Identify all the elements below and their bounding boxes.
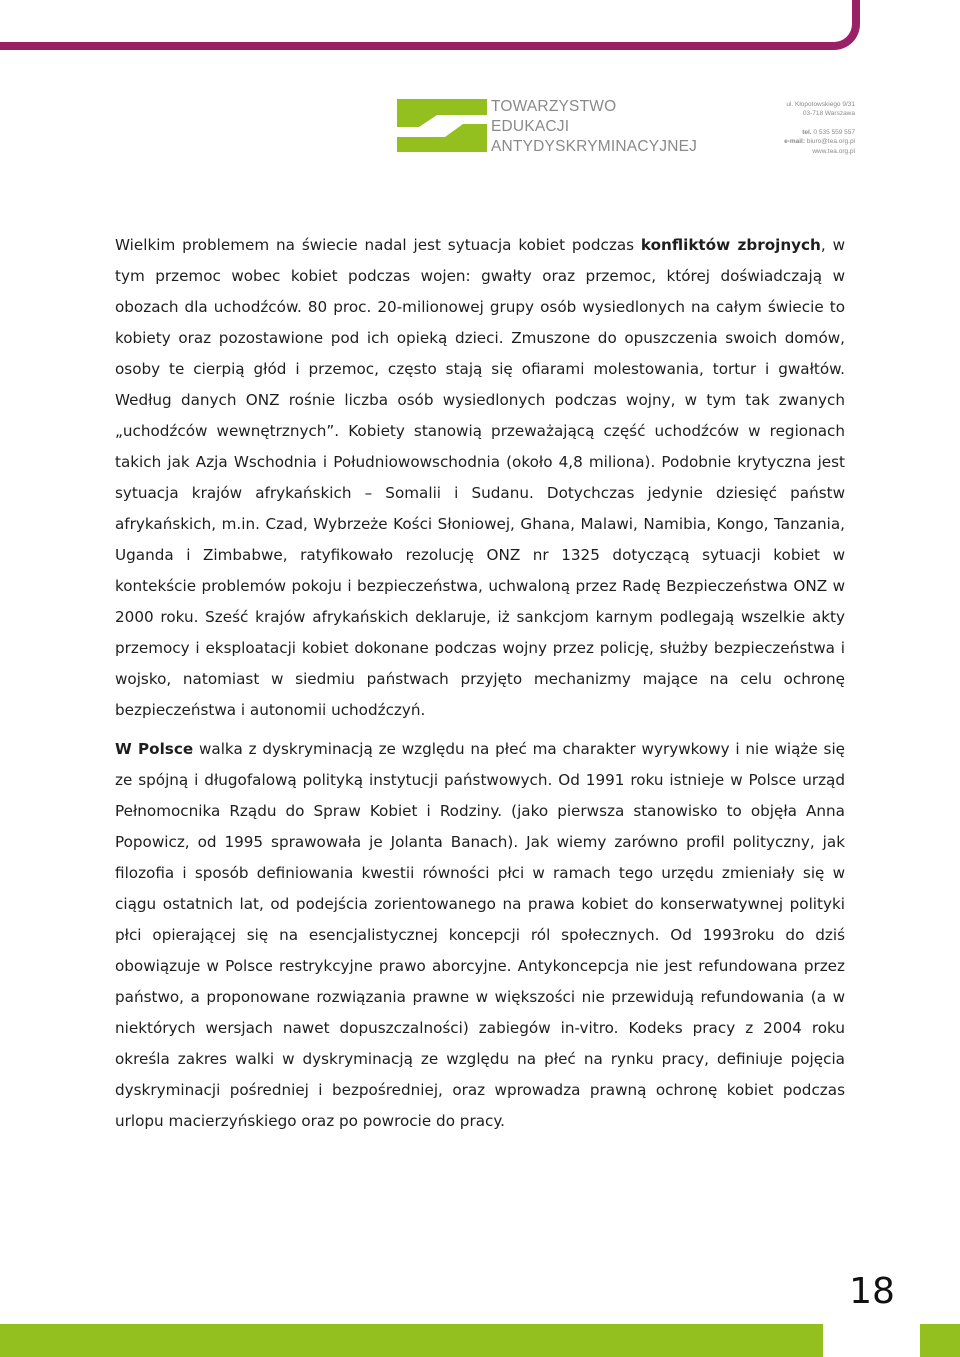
footer-bar-left — [0, 1324, 823, 1357]
phone-line — [770, 128, 855, 137]
email-line — [770, 137, 855, 146]
header-frame-border — [0, 0, 860, 50]
paragraph-conflicts — [115, 230, 845, 726]
footer-bar-right — [920, 1324, 960, 1357]
address-line-2: 03-718 Warszawa — [802, 110, 855, 118]
org-name-line-3: ANTYDYSKRYMINACYJNEJ — [491, 138, 698, 155]
email-label: e-mail: — [784, 138, 806, 146]
org-name-line-2: EDUKACJI — [491, 118, 570, 135]
paragraph-1-text: , w tym przemoc wobec kobiet podczas wojen: gwałty oraz przemoc, której doświadczają w obozach dla uchodźców. 80 proc. 20-milionowej grupy osób wysiedlonych na całym świecie to kobiety oraz pozostawione pod ich opieką dzieci. Zmuszone do opuszczenia swoich domów, osoby te cierpią głód i przemoc, często stają się ofiarami molestowania, tortur i gwałtów. Według danych ONZ rośnie liczba osób wysiedlonych podczas wojny, w tym tak zwanych „uchodźców wewnętrznych”. Kobiety stanowią przeważającą część uchodźców w regionach takich jak Azja Wschodnia i Południowowschodnia (około 4,8 miliona). Podobnie krytyczna jest sytuacja krajów afrykańskich – Somalii i Sudanu. Dotychczas jedynie dziesięć państw afrykańskich, m.in. Czad, Wybrzeże Kości Słoniowej, Ghana, Malawi, Namibia, Kongo, Tanzania, Uganda i Zimbabwe, ratyfikowało rezolucję ONZ nr 1325 dotyczącą sytuacji kobiet w kontekście problemów pokoju i bezpieczeństwa, uchwaloną przez Radę Bezpieczeństwa ONZ w 2000 roku. Sześć krajów afrykańskich deklaruje, iż sankcjom karnym podlegają wszelkie akty przemocy i eksploatacji kobiet dokonane podczas wojny przez policję, służby bezpieczeństwa i wojsko, natomiast w siedmiu państwach przyjęto mechanizmy mające na celu ochronę bezpieczeństwa i autonomii uchodźczyń. — [115, 236, 845, 719]
paragraph-1-bold: konfliktów zbrojnych — [640, 236, 821, 254]
contact-info — [770, 100, 855, 156]
website-link[interactable]: www.tea.org.pl — [812, 147, 855, 155]
paragraph-2-bold: W Polsce — [115, 740, 194, 758]
address-line-1: ul. Kłopotowskiego 9/31 — [786, 101, 855, 108]
paragraph-poland — [115, 734, 845, 1137]
paragraph-1-intro: Wielkim problemem na świecie nadal jest sytuacja kobiet podczas — [115, 236, 641, 254]
paragraph-2-text: walka z dyskryminacją ze względu na płeć ma charakter wyrywkowy i nie wiąże się ze spójną i długofalową polityką instytucji państwowych. Od 1991 roku istnieje w Polsce urząd Pełnomocnika Rządu do Spraw Kobiet i Rodziny. (jako pierwsza stanowisko to objęła Anna Popowicz, od 1995 sprawowała je Jolanta Banach). Jak wiemy zarówno profil polityczny, jak filozofia i sposób definiowania kwestii równości płci w ramach tego urzędu zmieniały się w ciągu ostatnich lat, od podejścia zorientowanego na prawa kobiet do konserwatywnej polityki płci opierającej się na esencjalistycznej koncepcji ról społecznych. Od 1993roku do dziś obowiązuje w Polsce restrykcyjne prawo aborcyjne. Antykoncepcja nie jest refundowana przez państwo, a proponowane rozwiązania prawne w większości nie przewidują refundowania (a w niektórych wersjach nawet dopuszczalności) zabiegów in-vitro. Kodeks pracy z 2004 roku określa zakres walki w dyskryminacją ze względu na płeć na rynku pracy, definiuje pojęcia dyskryminacji pośredniej i bezpośredniej, oraz wprowadza prawną ochronę kobiet podczas urlopu macierzyńskiego oraz po powrocie do pracy. — [115, 740, 846, 1130]
organization-name — [491, 97, 697, 157]
tea-logo-icon — [397, 97, 487, 155]
page-number: 18 — [849, 1271, 895, 1312]
document-body — [115, 230, 845, 1145]
phone-value: 0 535 559 557 — [813, 128, 855, 136]
phone-label: tel. — [802, 128, 812, 136]
email-link[interactable]: biuro@tea.org.pl — [806, 138, 855, 146]
org-name-line-1: TOWARZYSTWO — [491, 98, 617, 115]
